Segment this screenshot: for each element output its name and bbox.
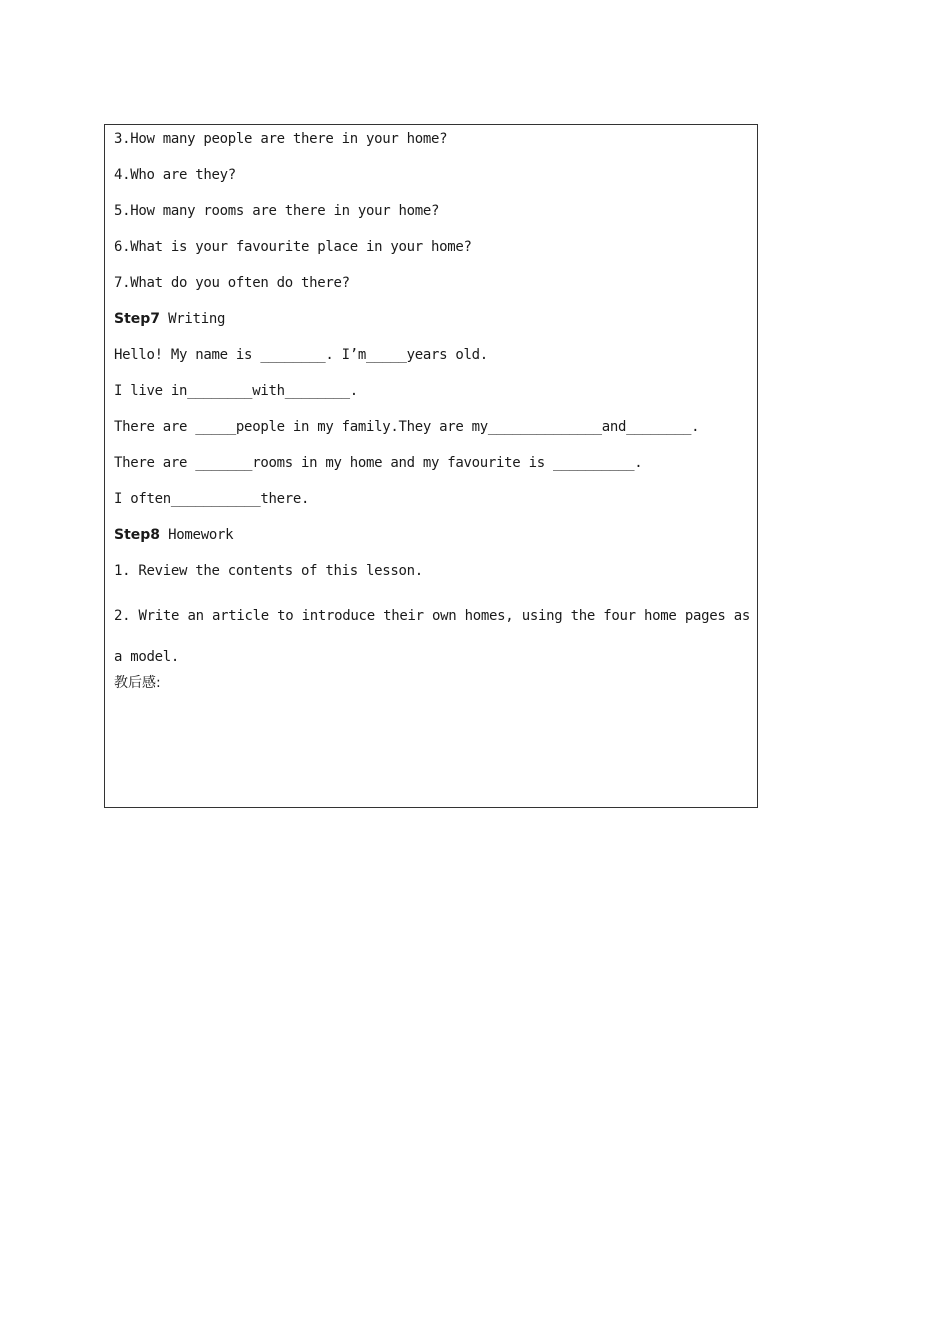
question-4: 4.Who are they?: [114, 167, 236, 183]
reflection-label: 教后感:: [114, 675, 161, 691]
writing-line-4: There are _______rooms in my home and my favourite is __________.: [114, 455, 643, 471]
step7-heading: [114, 310, 225, 328]
writing-line-3: There are _____people in my family.They are my______________and________.: [114, 419, 700, 435]
step7-label: Step7: [114, 311, 161, 327]
question-5: 5.How many rooms are there in your home?: [114, 203, 440, 219]
step7-title: Writing: [160, 311, 226, 327]
homework-item-1: 1. Review the contents of this lesson.: [114, 563, 423, 579]
writing-line-2: I live in________with________.: [114, 383, 358, 399]
question-6: 6.What is your favourite place in your home?: [114, 239, 472, 255]
step8-heading: [114, 526, 233, 544]
step8-label: Step8: [114, 527, 161, 543]
homework-item-2: 2. Write an article to introduce their own homes, using the four home pages as a model.: [114, 608, 750, 665]
writing-line-1: Hello! My name is ________. I’m_____years old.: [114, 347, 488, 363]
lesson-table-cell: [104, 124, 758, 808]
question-3: 3.How many people are there in your home?: [114, 131, 448, 147]
writing-line-5: I often___________there.: [114, 491, 310, 507]
question-7: 7.What do you often do there?: [114, 275, 350, 291]
step8-title: Homework: [160, 527, 234, 543]
